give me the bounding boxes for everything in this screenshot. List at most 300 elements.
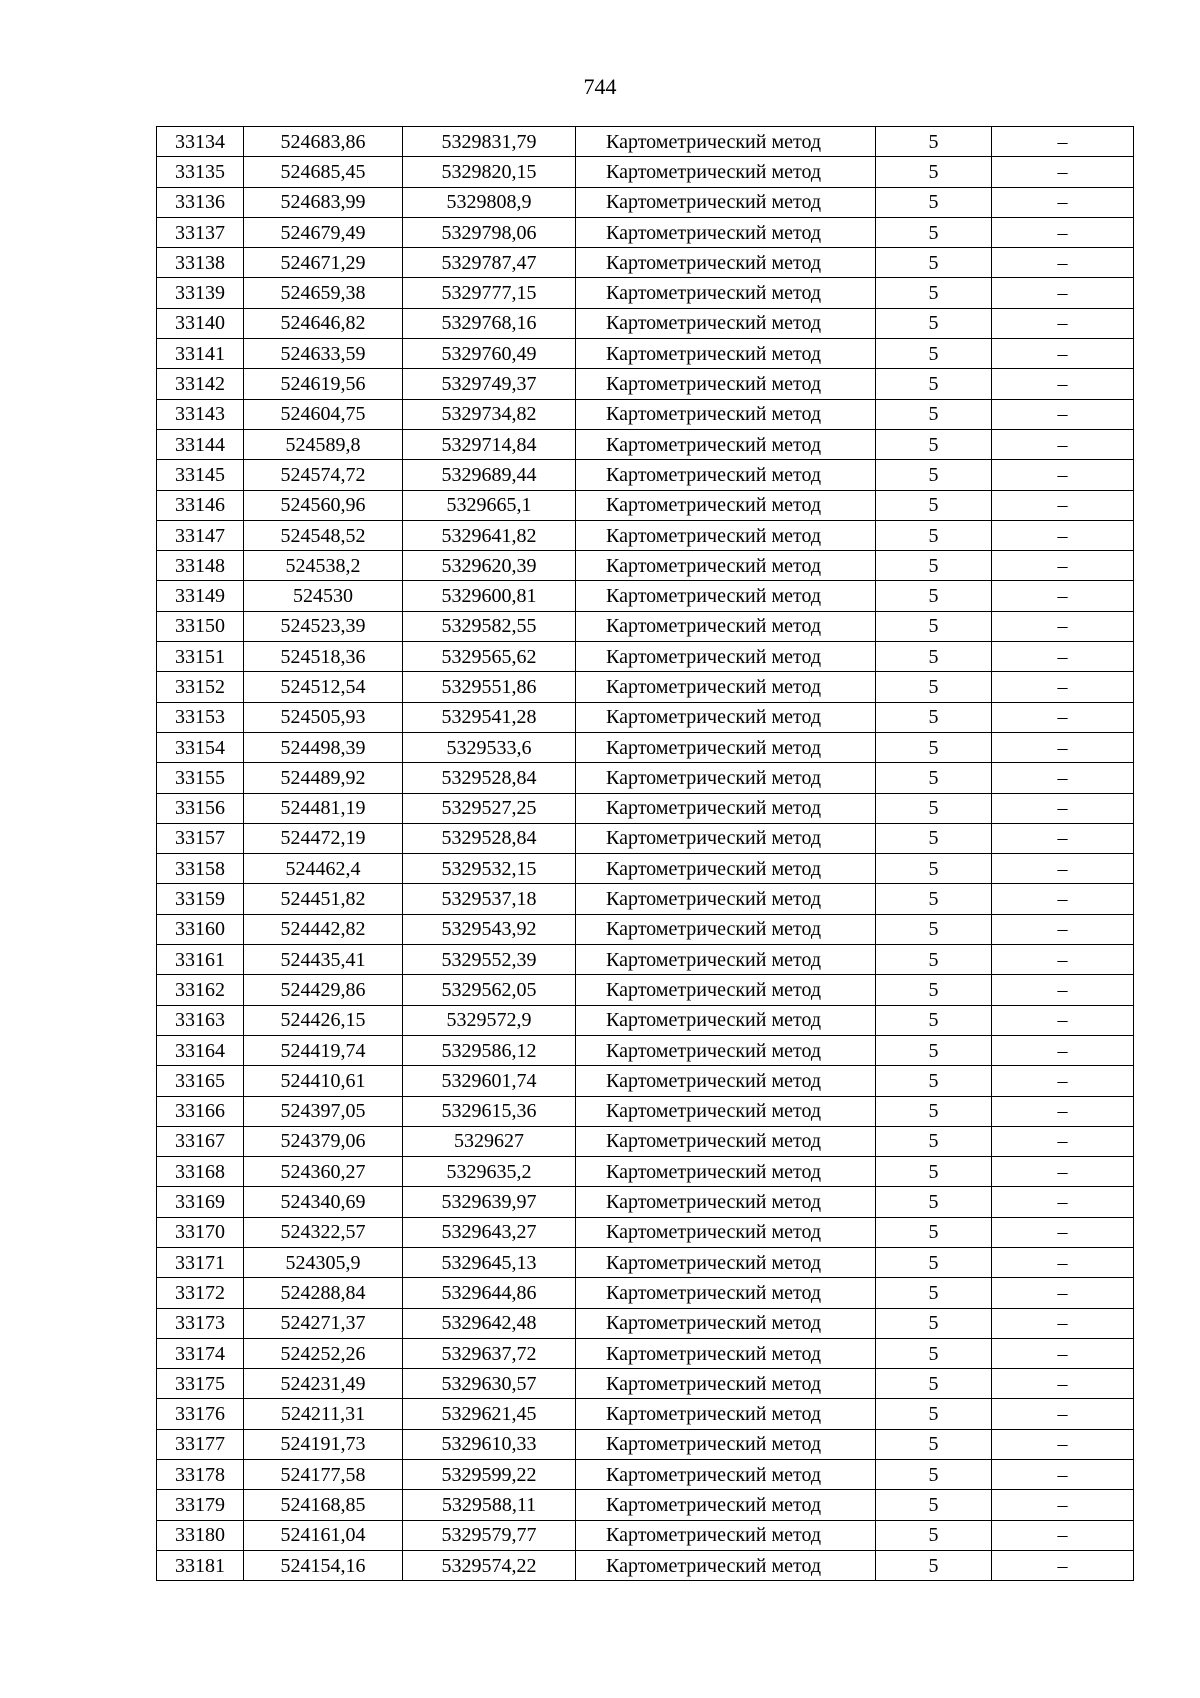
description-cell: – <box>992 732 1134 762</box>
x-coordinate-cell: 524191,73 <box>244 1429 403 1459</box>
point-number-cell: 33177 <box>157 1429 244 1459</box>
y-coordinate-cell: 5329808,9 <box>403 187 576 217</box>
accuracy-cell: 5 <box>876 460 992 490</box>
table-row <box>157 763 1134 793</box>
y-coordinate-cell: 5329621,45 <box>403 1399 576 1429</box>
accuracy-cell: 5 <box>876 854 992 884</box>
accuracy-cell: 5 <box>876 248 992 278</box>
method-cell: Картометрический метод <box>576 672 876 702</box>
x-coordinate-cell: 524530 <box>244 581 403 611</box>
description-cell: – <box>992 1338 1134 1368</box>
method-cell: Картометрический метод <box>576 248 876 278</box>
y-coordinate-cell: 5329630,57 <box>403 1369 576 1399</box>
point-number-cell: 33163 <box>157 1005 244 1035</box>
accuracy-cell: 5 <box>876 1005 992 1035</box>
method-cell: Картометрический метод <box>576 1066 876 1096</box>
x-coordinate-cell: 524426,15 <box>244 1005 403 1035</box>
accuracy-cell: 5 <box>876 1308 992 1338</box>
point-number-cell: 33144 <box>157 429 244 459</box>
x-coordinate-cell: 524574,72 <box>244 460 403 490</box>
point-number-cell: 33140 <box>157 308 244 338</box>
y-coordinate-cell: 5329579,77 <box>403 1520 576 1550</box>
point-number-cell: 33156 <box>157 793 244 823</box>
x-coordinate-cell: 524442,82 <box>244 914 403 944</box>
y-coordinate-cell: 5329734,82 <box>403 399 576 429</box>
accuracy-cell: 5 <box>876 1247 992 1277</box>
y-coordinate-cell: 5329831,79 <box>403 127 576 157</box>
description-cell: – <box>992 1429 1134 1459</box>
y-coordinate-cell: 5329588,11 <box>403 1490 576 1520</box>
point-number-cell: 33147 <box>157 520 244 550</box>
x-coordinate-cell: 524154,16 <box>244 1550 403 1580</box>
accuracy-cell: 5 <box>876 1460 992 1490</box>
table-row <box>157 732 1134 762</box>
description-cell: – <box>992 399 1134 429</box>
accuracy-cell: 5 <box>876 339 992 369</box>
point-number-cell: 33168 <box>157 1157 244 1187</box>
y-coordinate-cell: 5329574,22 <box>403 1550 576 1580</box>
accuracy-cell: 5 <box>876 1369 992 1399</box>
point-number-cell: 33165 <box>157 1066 244 1096</box>
point-number-cell: 33175 <box>157 1369 244 1399</box>
description-cell: – <box>992 1247 1134 1277</box>
table-row <box>157 1520 1134 1550</box>
method-cell: Картометрический метод <box>576 308 876 338</box>
accuracy-cell: 5 <box>876 1490 992 1520</box>
description-cell: – <box>992 1520 1134 1550</box>
point-number-cell: 33142 <box>157 369 244 399</box>
page-number: 744 <box>583 74 617 99</box>
table-row <box>157 217 1134 247</box>
description-cell: – <box>992 157 1134 187</box>
x-coordinate-cell: 524538,2 <box>244 551 403 581</box>
description-cell: – <box>992 1460 1134 1490</box>
x-coordinate-cell: 524379,06 <box>244 1126 403 1156</box>
y-coordinate-cell: 5329798,06 <box>403 217 576 247</box>
table-row <box>157 672 1134 702</box>
x-coordinate-cell: 524360,27 <box>244 1157 403 1187</box>
accuracy-cell: 5 <box>876 1217 992 1247</box>
method-cell: Картометрический метод <box>576 1096 876 1126</box>
accuracy-cell: 5 <box>876 369 992 399</box>
table-row <box>157 1187 1134 1217</box>
method-cell: Картометрический метод <box>576 429 876 459</box>
table-row <box>157 308 1134 338</box>
method-cell: Картометрический метод <box>576 945 876 975</box>
table-row <box>157 339 1134 369</box>
method-cell: Картометрический метод <box>576 1217 876 1247</box>
accuracy-cell: 5 <box>876 127 992 157</box>
point-number-cell: 33148 <box>157 551 244 581</box>
method-cell: Картометрический метод <box>576 399 876 429</box>
point-number-cell: 33153 <box>157 702 244 732</box>
x-coordinate-cell: 524271,37 <box>244 1308 403 1338</box>
description-cell: – <box>992 1490 1134 1520</box>
point-number-cell: 33157 <box>157 823 244 853</box>
method-cell: Картометрический метод <box>576 1005 876 1035</box>
accuracy-cell: 5 <box>876 763 992 793</box>
table-row <box>157 1217 1134 1247</box>
method-cell: Картометрический метод <box>576 611 876 641</box>
x-coordinate-cell: 524231,49 <box>244 1369 403 1399</box>
accuracy-cell: 5 <box>876 1520 992 1550</box>
method-cell: Картометрический метод <box>576 1035 876 1065</box>
accuracy-cell: 5 <box>876 793 992 823</box>
description-cell: – <box>992 1066 1134 1096</box>
table-row <box>157 1369 1134 1399</box>
x-coordinate-cell: 524322,57 <box>244 1217 403 1247</box>
description-cell: – <box>992 1369 1134 1399</box>
x-coordinate-cell: 524619,56 <box>244 369 403 399</box>
table-row <box>157 429 1134 459</box>
method-cell: Картометрический метод <box>576 339 876 369</box>
coordinates-table <box>156 126 1134 1581</box>
y-coordinate-cell: 5329572,9 <box>403 1005 576 1035</box>
point-number-cell: 33171 <box>157 1247 244 1277</box>
table-row <box>157 854 1134 884</box>
x-coordinate-cell: 524435,41 <box>244 945 403 975</box>
method-cell: Картометрический метод <box>576 793 876 823</box>
point-number-cell: 33167 <box>157 1126 244 1156</box>
method-cell: Картометрический метод <box>576 490 876 520</box>
y-coordinate-cell: 5329749,37 <box>403 369 576 399</box>
description-cell: – <box>992 369 1134 399</box>
accuracy-cell: 5 <box>876 611 992 641</box>
accuracy-cell: 5 <box>876 702 992 732</box>
description-cell: – <box>992 1187 1134 1217</box>
y-coordinate-cell: 5329610,33 <box>403 1429 576 1459</box>
table-row <box>157 1460 1134 1490</box>
point-number-cell: 33134 <box>157 127 244 157</box>
y-coordinate-cell: 5329644,86 <box>403 1278 576 1308</box>
table-row <box>157 399 1134 429</box>
y-coordinate-cell: 5329637,72 <box>403 1338 576 1368</box>
y-coordinate-cell: 5329543,92 <box>403 914 576 944</box>
description-cell: – <box>992 308 1134 338</box>
table-row <box>157 1338 1134 1368</box>
y-coordinate-cell: 5329627 <box>403 1126 576 1156</box>
method-cell: Картометрический метод <box>576 157 876 187</box>
table-row <box>157 975 1134 1005</box>
description-cell: – <box>992 854 1134 884</box>
description-cell: – <box>992 611 1134 641</box>
y-coordinate-cell: 5329643,27 <box>403 1217 576 1247</box>
method-cell: Картометрический метод <box>576 217 876 247</box>
table-row <box>157 460 1134 490</box>
x-coordinate-cell: 524211,31 <box>244 1399 403 1429</box>
point-number-cell: 33138 <box>157 248 244 278</box>
method-cell: Картометрический метод <box>576 1490 876 1520</box>
method-cell: Картометрический метод <box>576 278 876 308</box>
description-cell: – <box>992 339 1134 369</box>
description-cell: – <box>992 490 1134 520</box>
description-cell: – <box>992 1126 1134 1156</box>
accuracy-cell: 5 <box>876 1550 992 1580</box>
y-coordinate-cell: 5329527,25 <box>403 793 576 823</box>
point-number-cell: 33159 <box>157 884 244 914</box>
description-cell: – <box>992 551 1134 581</box>
y-coordinate-cell: 5329714,84 <box>403 429 576 459</box>
method-cell: Картометрический метод <box>576 1520 876 1550</box>
point-number-cell: 33173 <box>157 1308 244 1338</box>
y-coordinate-cell: 5329689,44 <box>403 460 576 490</box>
y-coordinate-cell: 5329601,74 <box>403 1066 576 1096</box>
description-cell: – <box>992 520 1134 550</box>
accuracy-cell: 5 <box>876 1338 992 1368</box>
accuracy-cell: 5 <box>876 884 992 914</box>
point-number-cell: 33139 <box>157 278 244 308</box>
table-row <box>157 1035 1134 1065</box>
table-row <box>157 1550 1134 1580</box>
method-cell: Картометрический метод <box>576 732 876 762</box>
x-coordinate-cell: 524548,52 <box>244 520 403 550</box>
x-coordinate-cell: 524410,61 <box>244 1066 403 1096</box>
point-number-cell: 33136 <box>157 187 244 217</box>
description-cell: – <box>992 793 1134 823</box>
accuracy-cell: 5 <box>876 642 992 672</box>
point-number-cell: 33149 <box>157 581 244 611</box>
method-cell: Картометрический метод <box>576 1187 876 1217</box>
method-cell: Картометрический метод <box>576 369 876 399</box>
x-coordinate-cell: 524685,45 <box>244 157 403 187</box>
description-cell: – <box>992 914 1134 944</box>
x-coordinate-cell: 524523,39 <box>244 611 403 641</box>
accuracy-cell: 5 <box>876 520 992 550</box>
x-coordinate-cell: 524340,69 <box>244 1187 403 1217</box>
point-number-cell: 33164 <box>157 1035 244 1065</box>
y-coordinate-cell: 5329541,28 <box>403 702 576 732</box>
y-coordinate-cell: 5329641,82 <box>403 520 576 550</box>
accuracy-cell: 5 <box>876 551 992 581</box>
description-cell: – <box>992 1550 1134 1580</box>
x-coordinate-cell: 524659,38 <box>244 278 403 308</box>
description-cell: – <box>992 642 1134 672</box>
point-number-cell: 33154 <box>157 732 244 762</box>
accuracy-cell: 5 <box>876 278 992 308</box>
accuracy-cell: 5 <box>876 581 992 611</box>
description-cell: – <box>992 1035 1134 1065</box>
table-row <box>157 520 1134 550</box>
table-row <box>157 581 1134 611</box>
method-cell: Картометрический метод <box>576 1460 876 1490</box>
point-number-cell: 33174 <box>157 1338 244 1368</box>
table-row <box>157 914 1134 944</box>
accuracy-cell: 5 <box>876 429 992 459</box>
method-cell: Картометрический метод <box>576 1399 876 1429</box>
x-coordinate-cell: 524419,74 <box>244 1035 403 1065</box>
point-number-cell: 33181 <box>157 1550 244 1580</box>
table-row <box>157 1157 1134 1187</box>
y-coordinate-cell: 5329820,15 <box>403 157 576 187</box>
table-row <box>157 702 1134 732</box>
method-cell: Картометрический метод <box>576 1126 876 1156</box>
method-cell: Картометрический метод <box>576 581 876 611</box>
x-coordinate-cell: 524671,29 <box>244 248 403 278</box>
accuracy-cell: 5 <box>876 217 992 247</box>
y-coordinate-cell: 5329635,2 <box>403 1157 576 1187</box>
point-number-cell: 33141 <box>157 339 244 369</box>
x-coordinate-cell: 524429,86 <box>244 975 403 1005</box>
description-cell: – <box>992 884 1134 914</box>
method-cell: Картометрический метод <box>576 187 876 217</box>
x-coordinate-cell: 524512,54 <box>244 672 403 702</box>
table-row <box>157 1278 1134 1308</box>
x-coordinate-cell: 524604,75 <box>244 399 403 429</box>
y-coordinate-cell: 5329665,1 <box>403 490 576 520</box>
accuracy-cell: 5 <box>876 490 992 520</box>
y-coordinate-cell: 5329760,49 <box>403 339 576 369</box>
table-row <box>157 1096 1134 1126</box>
accuracy-cell: 5 <box>876 975 992 1005</box>
x-coordinate-cell: 524505,93 <box>244 702 403 732</box>
table-row <box>157 490 1134 520</box>
point-number-cell: 33158 <box>157 854 244 884</box>
accuracy-cell: 5 <box>876 1126 992 1156</box>
coordinates-table-body <box>157 127 1134 1581</box>
description-cell: – <box>992 975 1134 1005</box>
y-coordinate-cell: 5329777,15 <box>403 278 576 308</box>
y-coordinate-cell: 5329787,47 <box>403 248 576 278</box>
x-coordinate-cell: 524679,49 <box>244 217 403 247</box>
point-number-cell: 33160 <box>157 914 244 944</box>
accuracy-cell: 5 <box>876 1399 992 1429</box>
x-coordinate-cell: 524472,19 <box>244 823 403 853</box>
accuracy-cell: 5 <box>876 399 992 429</box>
x-coordinate-cell: 524589,8 <box>244 429 403 459</box>
table-row <box>157 551 1134 581</box>
table-row <box>157 1066 1134 1096</box>
table-row <box>157 793 1134 823</box>
method-cell: Картометрический метод <box>576 642 876 672</box>
point-number-cell: 33166 <box>157 1096 244 1126</box>
method-cell: Картометрический метод <box>576 127 876 157</box>
description-cell: – <box>992 702 1134 732</box>
method-cell: Картометрический метод <box>576 1278 876 1308</box>
description-cell: – <box>992 1399 1134 1429</box>
description-cell: – <box>992 187 1134 217</box>
description-cell: – <box>992 278 1134 308</box>
description-cell: – <box>992 460 1134 490</box>
x-coordinate-cell: 524451,82 <box>244 884 403 914</box>
method-cell: Картометрический метод <box>576 460 876 490</box>
description-cell: – <box>992 763 1134 793</box>
point-number-cell: 33179 <box>157 1490 244 1520</box>
method-cell: Картометрический метод <box>576 520 876 550</box>
y-coordinate-cell: 5329768,16 <box>403 308 576 338</box>
description-cell: – <box>992 1278 1134 1308</box>
table-row <box>157 278 1134 308</box>
y-coordinate-cell: 5329562,05 <box>403 975 576 1005</box>
description-cell: – <box>992 429 1134 459</box>
method-cell: Картометрический метод <box>576 551 876 581</box>
table-row <box>157 611 1134 641</box>
point-number-cell: 33143 <box>157 399 244 429</box>
method-cell: Картометрический метод <box>576 975 876 1005</box>
accuracy-cell: 5 <box>876 1187 992 1217</box>
point-number-cell: 33178 <box>157 1460 244 1490</box>
accuracy-cell: 5 <box>876 308 992 338</box>
point-number-cell: 33162 <box>157 975 244 1005</box>
point-number-cell: 33137 <box>157 217 244 247</box>
accuracy-cell: 5 <box>876 1157 992 1187</box>
method-cell: Картометрический метод <box>576 884 876 914</box>
y-coordinate-cell: 5329565,62 <box>403 642 576 672</box>
x-coordinate-cell: 524252,26 <box>244 1338 403 1368</box>
point-number-cell: 33145 <box>157 460 244 490</box>
x-coordinate-cell: 524646,82 <box>244 308 403 338</box>
description-cell: – <box>992 127 1134 157</box>
y-coordinate-cell: 5329620,39 <box>403 551 576 581</box>
description-cell: – <box>992 217 1134 247</box>
accuracy-cell: 5 <box>876 1035 992 1065</box>
point-number-cell: 33172 <box>157 1278 244 1308</box>
y-coordinate-cell: 5329645,13 <box>403 1247 576 1277</box>
x-coordinate-cell: 524683,86 <box>244 127 403 157</box>
x-coordinate-cell: 524683,99 <box>244 187 403 217</box>
accuracy-cell: 5 <box>876 1066 992 1096</box>
x-coordinate-cell: 524177,58 <box>244 1460 403 1490</box>
method-cell: Картометрический метод <box>576 1429 876 1459</box>
description-cell: – <box>992 1096 1134 1126</box>
accuracy-cell: 5 <box>876 1278 992 1308</box>
y-coordinate-cell: 5329552,39 <box>403 945 576 975</box>
table-row <box>157 1247 1134 1277</box>
y-coordinate-cell: 5329528,84 <box>403 763 576 793</box>
point-number-cell: 33161 <box>157 945 244 975</box>
x-coordinate-cell: 524397,05 <box>244 1096 403 1126</box>
table-row <box>157 642 1134 672</box>
table-row <box>157 1490 1134 1520</box>
y-coordinate-cell: 5329600,81 <box>403 581 576 611</box>
description-cell: – <box>992 672 1134 702</box>
point-number-cell: 33176 <box>157 1399 244 1429</box>
method-cell: Картометрический метод <box>576 1308 876 1338</box>
x-coordinate-cell: 524518,36 <box>244 642 403 672</box>
y-coordinate-cell: 5329639,97 <box>403 1187 576 1217</box>
point-number-cell: 33180 <box>157 1520 244 1550</box>
method-cell: Картометрический метод <box>576 854 876 884</box>
table-row <box>157 187 1134 217</box>
y-coordinate-cell: 5329532,15 <box>403 854 576 884</box>
description-cell: – <box>992 1157 1134 1187</box>
y-coordinate-cell: 5329582,55 <box>403 611 576 641</box>
method-cell: Картометрический метод <box>576 1157 876 1187</box>
point-number-cell: 33152 <box>157 672 244 702</box>
description-cell: – <box>992 1217 1134 1247</box>
y-coordinate-cell: 5329551,86 <box>403 672 576 702</box>
accuracy-cell: 5 <box>876 732 992 762</box>
x-coordinate-cell: 524481,19 <box>244 793 403 823</box>
y-coordinate-cell: 5329586,12 <box>403 1035 576 1065</box>
point-number-cell: 33146 <box>157 490 244 520</box>
x-coordinate-cell: 524560,96 <box>244 490 403 520</box>
x-coordinate-cell: 524633,59 <box>244 339 403 369</box>
accuracy-cell: 5 <box>876 914 992 944</box>
table-row <box>157 369 1134 399</box>
y-coordinate-cell: 5329537,18 <box>403 884 576 914</box>
table-row <box>157 1308 1134 1338</box>
x-coordinate-cell: 524489,92 <box>244 763 403 793</box>
accuracy-cell: 5 <box>876 1096 992 1126</box>
table-row <box>157 1429 1134 1459</box>
accuracy-cell: 5 <box>876 157 992 187</box>
x-coordinate-cell: 524168,85 <box>244 1490 403 1520</box>
description-cell: – <box>992 823 1134 853</box>
table-row <box>157 127 1134 157</box>
y-coordinate-cell: 5329599,22 <box>403 1460 576 1490</box>
method-cell: Картометрический метод <box>576 1247 876 1277</box>
method-cell: Картометрический метод <box>576 914 876 944</box>
